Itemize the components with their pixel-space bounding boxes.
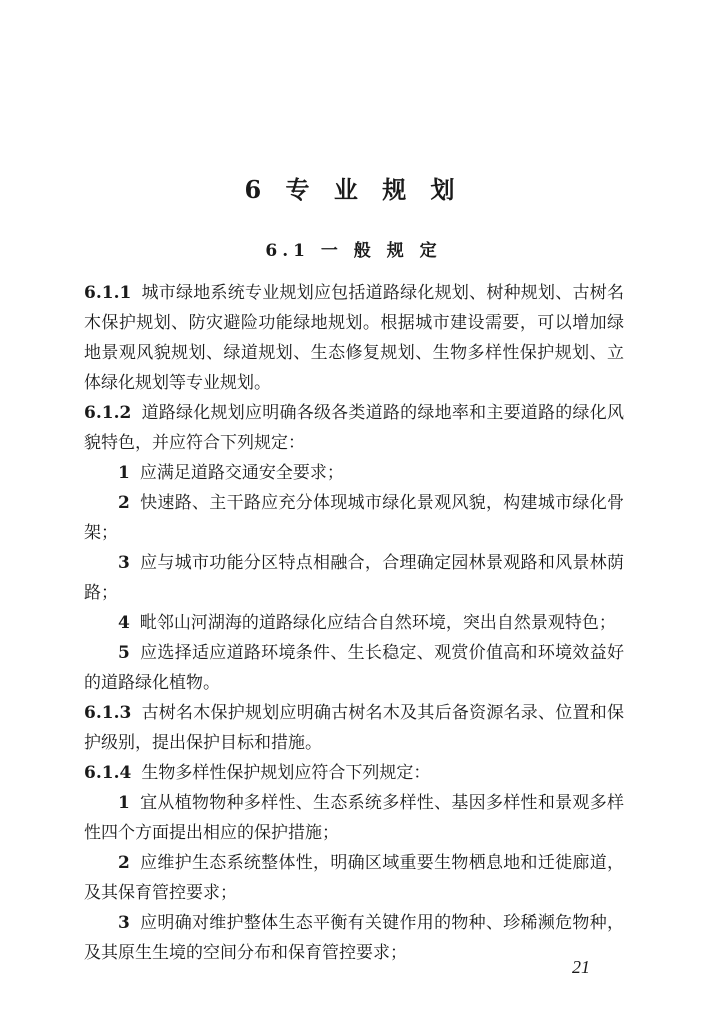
clause-number: 6.1.3 — [84, 703, 132, 723]
item-text: 毗邻山河湖海的道路绿化应结合自然环境，突出自然景观特色； — [139, 613, 616, 633]
body-text — [84, 278, 624, 968]
page-number: 21 — [572, 957, 590, 977]
clause-number: 6.1.4 — [84, 763, 132, 783]
section-title: 6.1 一 般 规 定 — [265, 241, 442, 261]
list-item — [84, 458, 624, 488]
list-item — [84, 848, 624, 908]
clause-text: 城市绿地系统专业规划应包括道路绿化规划、树种规划、古树名木保护规划、防灾避险功能绿地规划。根据城市建设需要，可以增加绿地景观风貌规划、绿道规划、生态修复规划、生物多样性保护规划、立体绿化规划等专业规划。 — [84, 283, 624, 393]
item-number: 3 — [118, 553, 130, 573]
clause-text: 生物多样性保护规划应符合下列规定： — [141, 763, 431, 783]
item-number: 4 — [118, 613, 130, 633]
list-item — [84, 488, 624, 548]
item-number: 1 — [118, 463, 130, 483]
item-number: 3 — [118, 913, 130, 933]
item-number: 1 — [118, 793, 130, 813]
clause-number: 6.1.2 — [84, 403, 132, 423]
item-text: 应明确对维护整体生态平衡有关键作用的物种、珍稀濒危物种，及其原生生境的空间分布和保育管控要求； — [84, 913, 624, 963]
item-text: 快速路、主干路应充分体现城市绿化景观风貌，构建城市绿化骨架； — [84, 493, 624, 543]
clause-number: 6.1.1 — [84, 283, 132, 303]
clause-paragraph — [84, 698, 624, 758]
clause-text: 古树名木保护规划应明确古树名木及其后备资源名录、位置和保护级别，提出保护目标和措施。 — [84, 703, 624, 753]
clause-text: 道路绿化规划应明确各级各类道路的绿地率和主要道路的绿化风貌特色，并应符合下列规定： — [84, 403, 624, 453]
item-number: 5 — [118, 643, 130, 663]
list-item — [84, 638, 624, 698]
list-item — [84, 608, 624, 638]
item-number: 2 — [118, 493, 130, 513]
chapter-title: 6 专 业 规 划 — [244, 175, 463, 204]
item-text: 应选择适应道路环境条件、生长稳定、观赏价值高和环境效益好的道路绿化植物。 — [84, 643, 624, 693]
item-text: 应维护生态系统整体性，明确区域重要生物栖息地和迁徙廊道，及其保育管控要求； — [84, 853, 624, 903]
item-number: 2 — [118, 853, 130, 873]
clause-paragraph — [84, 758, 624, 788]
clause-paragraph — [84, 278, 624, 398]
clause-paragraph — [84, 398, 624, 458]
list-item — [84, 548, 624, 608]
item-text: 宜从植物物种多样性、生态系统多样性、基因多样性和景观多样性四个方面提出相应的保护措施； — [84, 793, 624, 843]
item-text: 应满足道路交通安全要求； — [139, 463, 344, 483]
item-text: 应与城市功能分区特点相融合，合理确定园林景观路和风景林荫路； — [84, 553, 624, 603]
list-item — [84, 908, 624, 968]
list-item — [84, 788, 624, 848]
